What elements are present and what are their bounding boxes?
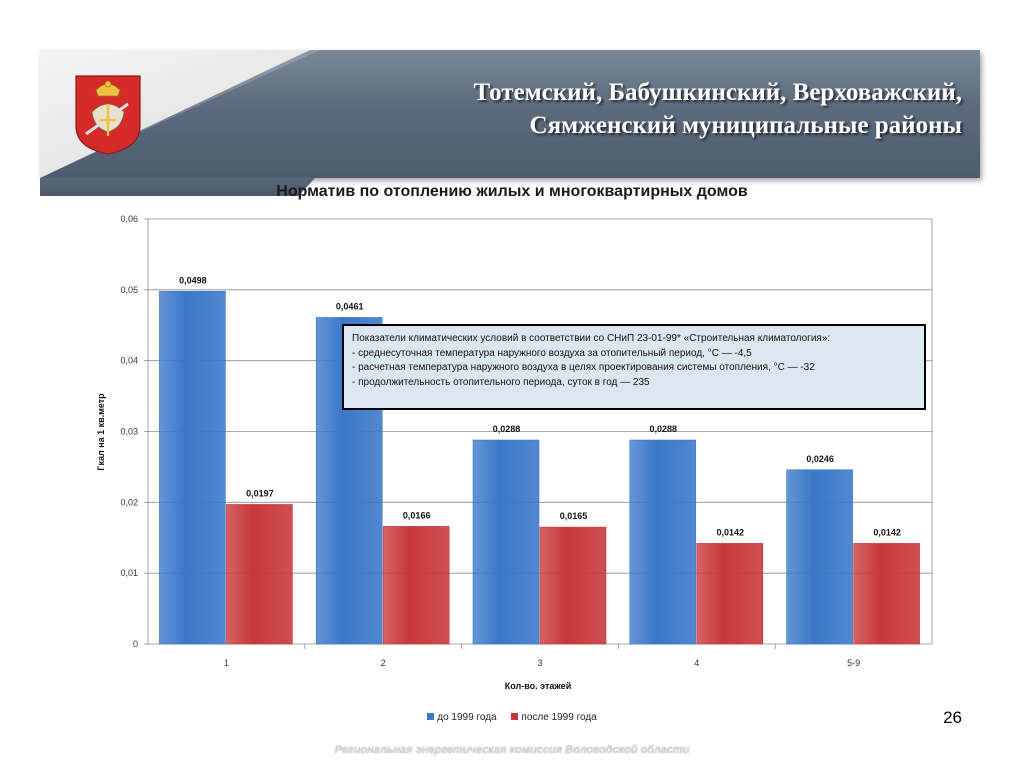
chart-legend xyxy=(0,712,1024,723)
footer-text: Региональная энергетическая комиссия Вологодской области xyxy=(334,744,690,756)
bar-after-1999-1 xyxy=(226,504,292,644)
bar-before-1999-4 xyxy=(630,440,696,644)
info-line-1: Показатели климатических условий в соответствии со СНиП 23-01-99* «Строительная климатология»: xyxy=(352,333,831,344)
bar-after-1999-4 xyxy=(697,543,763,644)
legend-swatch-red xyxy=(511,713,518,720)
header-title-line1: Тотемский, Бабушкинский, Верховажский, xyxy=(473,79,962,106)
bar-before-1999-1 xyxy=(159,291,225,644)
y-axis-title: Гкал на 1 кв.метр xyxy=(96,393,106,471)
x-tick-label: 1 xyxy=(223,658,229,668)
x-axis-title: Кол-во. этажей xyxy=(504,681,572,691)
data-label: 0,0166 xyxy=(402,510,431,521)
info-line-2: - среднесуточная температура наружного воздуха за отопительный период, °С — -4,5 xyxy=(352,347,752,359)
data-label: 0,0288 xyxy=(649,424,678,434)
data-label: 0,0165 xyxy=(559,511,588,522)
bar-before-1999-5-9 xyxy=(787,470,853,644)
header-title-line2: Сямженский муниципальные районы xyxy=(529,112,962,139)
page-number: 26 xyxy=(943,708,962,727)
x-tick-label: 3 xyxy=(537,658,543,668)
bar-chart xyxy=(0,200,1024,700)
coat-of-arms-icon xyxy=(74,74,142,156)
bar-before-1999-3 xyxy=(473,440,539,644)
y-tick-label: 0,05 xyxy=(120,284,138,295)
bar-after-1999-3 xyxy=(540,527,606,644)
info-line-3: - расчетная температура наружного воздуха в целях проектирования системы отопления, °С — -32 xyxy=(352,362,815,373)
data-label: 0,0498 xyxy=(179,275,207,286)
data-label: 0,0197 xyxy=(246,488,274,499)
bar-after-1999-2 xyxy=(383,526,449,644)
bar-after-1999-5-9 xyxy=(854,543,920,644)
data-label: 0,0142 xyxy=(873,527,901,538)
legend-item-after-1999 xyxy=(511,712,596,723)
legend-label-after-1999: после 1999 года xyxy=(521,712,597,723)
y-tick-label: 0 xyxy=(132,639,138,649)
legend-swatch-blue xyxy=(427,713,434,720)
x-tick-label: 5-9 xyxy=(847,658,861,668)
data-label: 0,0461 xyxy=(335,301,364,312)
data-label: 0,0246 xyxy=(806,453,834,464)
climate-info-box xyxy=(342,324,926,410)
y-tick-label: 0,01 xyxy=(120,568,138,579)
data-label: 0,0142 xyxy=(716,527,745,538)
y-tick-label: 0,06 xyxy=(120,214,138,224)
header-title xyxy=(474,76,962,142)
legend-label-before-1999: до 1999 года xyxy=(437,712,497,723)
y-tick-label: 0,04 xyxy=(120,355,138,366)
info-line-4: - продолжительность отопительного периода, суток в год — 235 xyxy=(352,376,650,388)
data-label: 0,0288 xyxy=(492,424,521,434)
x-tick-label: 4 xyxy=(694,658,700,668)
legend-item-before-1999 xyxy=(427,712,496,723)
y-tick-label: 0,02 xyxy=(120,497,138,508)
x-tick-label: 2 xyxy=(380,658,386,668)
chart-title: Норматив по отоплению жилых и многоквартирных домов xyxy=(276,183,748,200)
y-tick-label: 0,03 xyxy=(120,426,138,437)
